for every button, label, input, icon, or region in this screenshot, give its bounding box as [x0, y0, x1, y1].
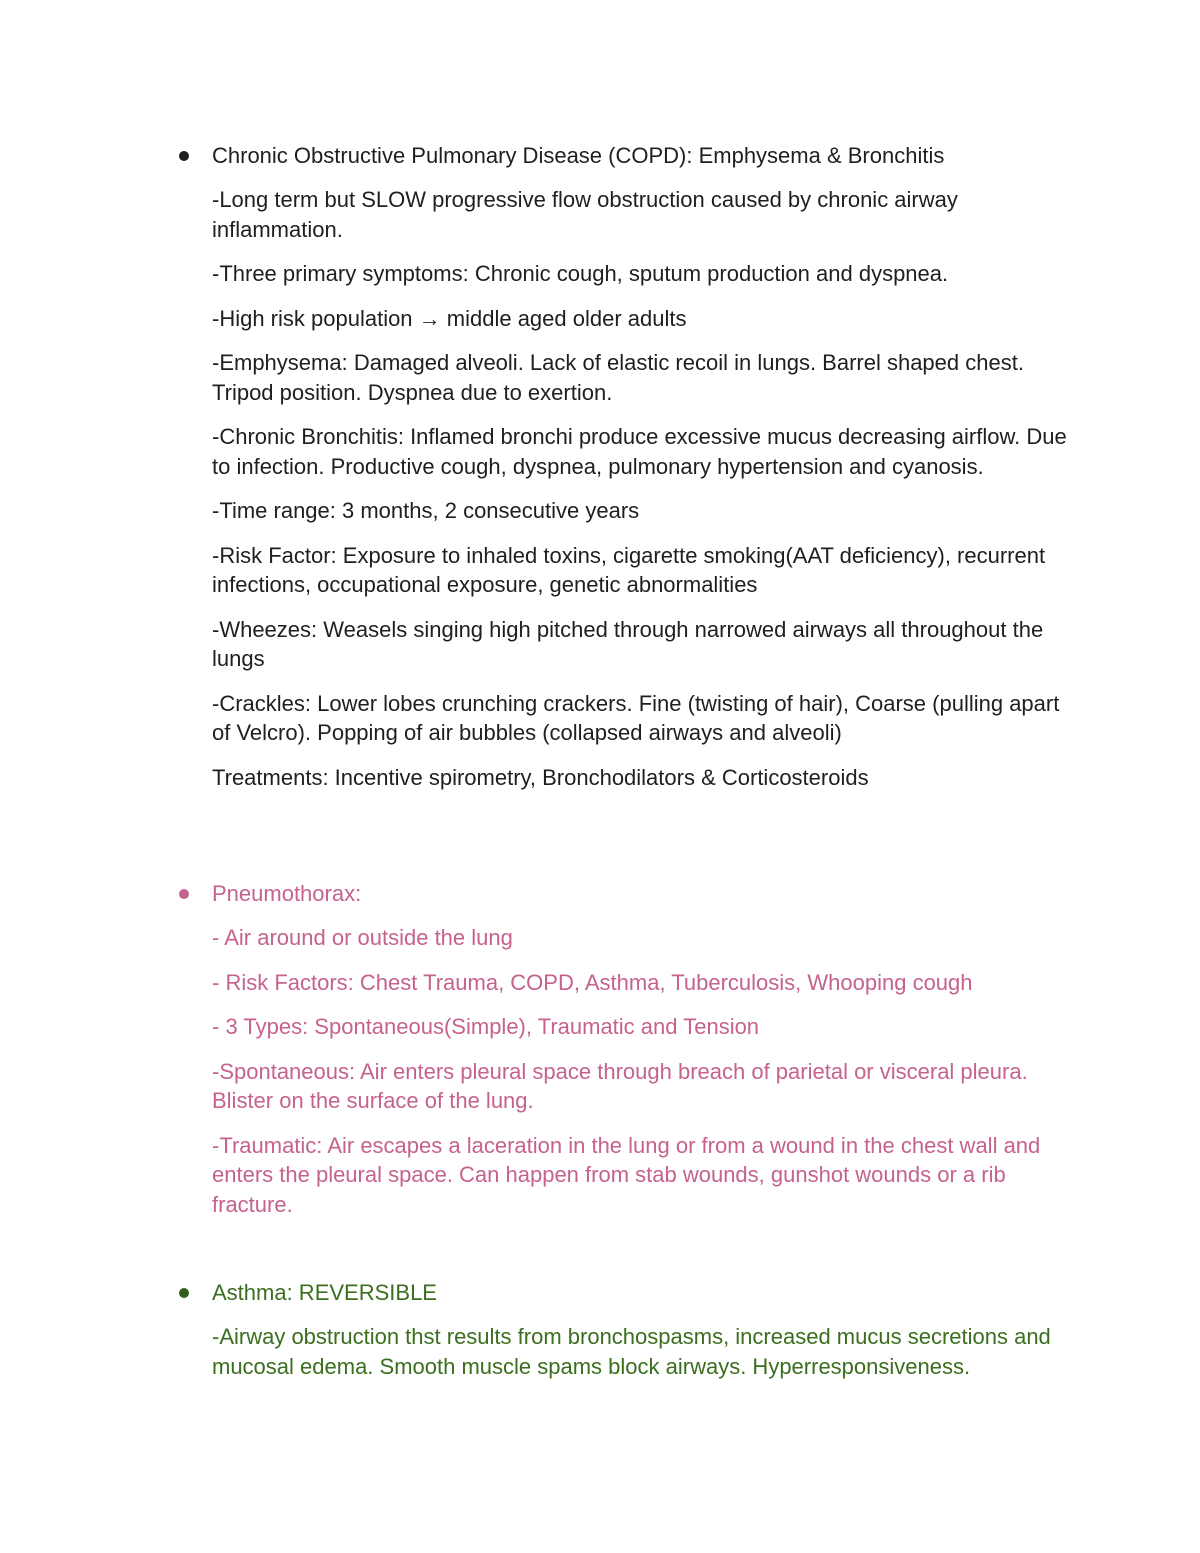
- text-line: -Airway obstruction thst results from bronchospasms, increased mucus secretions and mucosal edema. Smooth muscle spams block airways. Hyperresponsiveness.: [212, 1324, 1051, 1379]
- text-line: -Crackles: Lower lobes crunching crackers. Fine (twisting of hair), Coarse (pulling apart of Velcro). Popping of air bubbles (collapsed airways and alveoli): [212, 690, 1060, 745]
- section-pneumothorax: [0, 879, 1200, 1217]
- section-heading: Pneumothorax:: [212, 881, 362, 906]
- text-line: -Emphysema: Damaged alveoli. Lack of elastic recoil in lungs. Barrel shaped chest. Tripod position. Dyspnea due to exertion.: [212, 350, 1024, 405]
- bullet-dot-icon: [179, 151, 189, 161]
- bullet-item-asthma: [0, 1278, 1200, 1308]
- section-heading: Chronic Obstructive Pulmonary Disease (COPD): Emphysema & Bronchitis: [212, 143, 945, 168]
- bullet-item-pneumothorax: [0, 879, 1200, 909]
- text-line: -Time range: 3 months, 2 consecutive years: [212, 498, 640, 523]
- text-line: -High risk population → middle aged older adults: [212, 305, 687, 331]
- text-line: -Three primary symptoms: Chronic cough, sputum production and dyspnea.: [212, 261, 949, 286]
- section-asthma: [0, 1278, 1200, 1379]
- text-line: -Risk Factor: Exposure to inhaled toxins, cigarette smoking(AAT deficiency), recurrent infections, occupational exposure, genetic abnormalities: [212, 542, 1046, 597]
- text-line: -Long term but SLOW progressive flow obstruction caused by chronic airway inflammation.: [212, 187, 958, 242]
- section-lines: [212, 923, 1072, 1234]
- bullet-dot-icon: [179, 1288, 189, 1298]
- section-lines: [212, 1322, 1072, 1396]
- text-line: -Traumatic: Air escapes a laceration in the lung or from a wound in the chest wall and enters the pleural space. Can happen from stab wounds, gunshot wounds or a rib fracture.: [212, 1132, 1041, 1217]
- bullet-item-copd: [0, 141, 1200, 171]
- text-line: Treatments: Incentive spirometry, Bronchodilators & Corticosteroids: [212, 764, 869, 790]
- text-line: -Spontaneous: Air enters pleural space through breach of parietal or visceral pleura. Blister on the surface of the lung.: [212, 1058, 1028, 1113]
- text-line: - 3 Types: Spontaneous(Simple), Traumatic and Tension: [212, 1014, 760, 1039]
- section-heading: Asthma: REVERSIBLE: [212, 1280, 437, 1305]
- text-line: -Chronic Bronchitis: Inflamed bronchi produce excessive mucus decreasing airflow. Due to infection. Productive cough, dyspnea, pulmonary hypertension and cyanosis.: [212, 424, 1067, 479]
- section-copd: [0, 141, 1200, 790]
- text-line: - Risk Factors: Chest Trauma, COPD, Asthma, Tuberculosis, Whooping cough: [212, 969, 973, 995]
- text-line: -Wheezes: Weasels singing high pitched through narrowed airways all throughout the lungs: [212, 616, 1044, 671]
- text-line: - Air around or outside the lung: [212, 925, 513, 950]
- section-lines: [212, 185, 1072, 807]
- bullet-dot-icon: [179, 889, 189, 899]
